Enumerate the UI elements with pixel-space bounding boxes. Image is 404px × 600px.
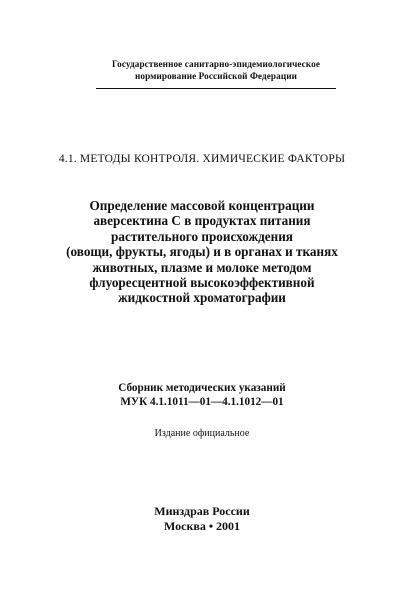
- issuer-line-1: Государственное санитарно-эпидемиологическое: [112, 59, 320, 69]
- edition-label: Издание официальное: [154, 428, 250, 439]
- title-line: растительного происхождения: [111, 228, 293, 244]
- collection-code: МУК 4.1.1011—01—4.1.1012—01: [120, 395, 284, 408]
- title-line: животных, плазме и молоке методом: [92, 259, 312, 275]
- collection-info: [0, 382, 404, 409]
- collection-name: Сборник методических указаний: [118, 382, 286, 394]
- title-line: (овощи, фрукты, ягоды) и в органах и тканях: [66, 244, 338, 260]
- publisher-name: Минздрав России: [154, 504, 250, 518]
- document-title: [0, 198, 404, 306]
- publisher-place-year: Москва • 2001: [163, 519, 241, 533]
- title-line: аверсектина С в продуктах питания: [93, 213, 311, 229]
- issuer-line-2: нормирование Российской Федерации: [134, 71, 297, 81]
- title-line: флуоресцентной высокоэффективной: [89, 275, 315, 291]
- section-title: 4.1. МЕТОДЫ КОНТРОЛЯ. ХИМИЧЕСКИЕ ФАКТОРЫ: [58, 153, 346, 165]
- title-line: жидкостной хроматографии: [118, 290, 286, 306]
- publisher-info: [0, 504, 404, 534]
- title-line: Определение массовой концентрации: [89, 198, 315, 213]
- issuer-header: [96, 58, 336, 89]
